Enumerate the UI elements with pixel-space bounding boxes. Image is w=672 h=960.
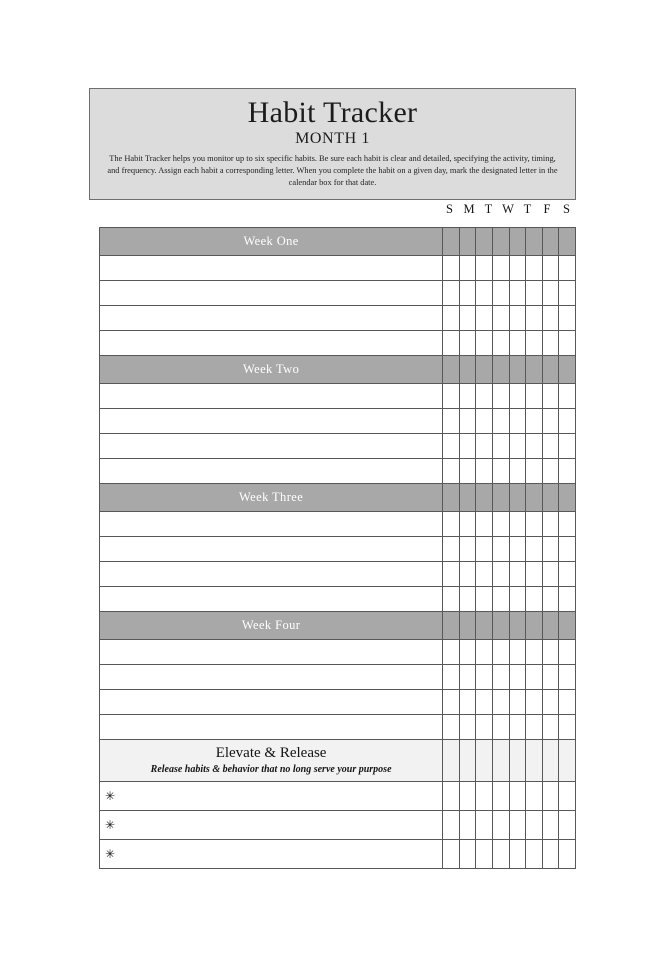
habit-day-cell-6[interactable] bbox=[542, 587, 559, 612]
week-header-day-cell-4[interactable] bbox=[509, 228, 526, 256]
elevate-label-cell bbox=[100, 740, 443, 782]
habit-day-cell-6[interactable] bbox=[542, 690, 559, 715]
habit-day-cell-6[interactable] bbox=[542, 715, 559, 740]
habit-day-cell-6[interactable] bbox=[542, 331, 559, 356]
habit-day-cell-6[interactable] bbox=[542, 562, 559, 587]
habit-day-cell-5[interactable] bbox=[526, 409, 543, 434]
habit-day-cell-0[interactable] bbox=[443, 409, 460, 434]
habit-day-cell-7[interactable] bbox=[559, 384, 576, 409]
habit-day-cell-7[interactable] bbox=[559, 715, 576, 740]
week-header-day-cell-7[interactable] bbox=[559, 228, 576, 256]
release-day-cell-0[interactable] bbox=[443, 840, 460, 869]
habit-day-cell-6[interactable] bbox=[542, 434, 559, 459]
habit-day-cell-1[interactable] bbox=[459, 587, 476, 612]
elevate-header-day-cell-2[interactable] bbox=[476, 740, 493, 782]
habit-day-cell-5[interactable] bbox=[526, 537, 543, 562]
habit-row bbox=[100, 690, 576, 715]
habit-day-cell-5[interactable] bbox=[526, 331, 543, 356]
habit-row bbox=[100, 537, 576, 562]
week-header-day-cell-6[interactable] bbox=[542, 356, 559, 384]
release-entry-field[interactable]: ✳ bbox=[100, 782, 443, 811]
habit-day-cell-6[interactable] bbox=[542, 384, 559, 409]
day-letters-row bbox=[440, 203, 576, 216]
release-day-cell-0[interactable] bbox=[443, 811, 460, 840]
habit-day-cell-3[interactable] bbox=[492, 640, 509, 665]
habit-day-cell-2[interactable] bbox=[476, 306, 493, 331]
habit-day-cell-7[interactable] bbox=[559, 434, 576, 459]
habit-day-cell-2[interactable] bbox=[476, 512, 493, 537]
week-header-day-cell-5[interactable] bbox=[526, 228, 543, 256]
habit-day-cell-1[interactable] bbox=[459, 281, 476, 306]
habit-day-cell-4[interactable] bbox=[509, 640, 526, 665]
habit-entry-field[interactable] bbox=[100, 512, 443, 537]
habit-day-cell-0[interactable] bbox=[443, 640, 460, 665]
release-day-cell-3[interactable] bbox=[492, 811, 509, 840]
habit-day-cell-4[interactable] bbox=[509, 690, 526, 715]
habit-entry-field[interactable] bbox=[100, 690, 443, 715]
week-header-row bbox=[100, 612, 576, 640]
week-header-row bbox=[100, 484, 576, 512]
habit-row bbox=[100, 512, 576, 537]
habit-tracker-table bbox=[99, 227, 576, 869]
week-header-day-cell-0[interactable] bbox=[443, 484, 460, 512]
habit-day-cell-7[interactable] bbox=[559, 587, 576, 612]
week-header-day-cell-3[interactable] bbox=[492, 356, 509, 384]
habit-day-cell-1[interactable] bbox=[459, 512, 476, 537]
habit-day-cell-3[interactable] bbox=[492, 690, 509, 715]
elevate-header-day-cell-0[interactable] bbox=[443, 740, 460, 782]
habit-day-cell-6[interactable] bbox=[542, 409, 559, 434]
release-day-cell-7[interactable] bbox=[559, 811, 576, 840]
habit-day-cell-7[interactable] bbox=[559, 512, 576, 537]
habit-entry-field[interactable] bbox=[100, 306, 443, 331]
habit-day-cell-0[interactable] bbox=[443, 459, 460, 484]
week-header-day-cell-7[interactable] bbox=[559, 484, 576, 512]
elevate-subtitle: Release habits & behavior that no long serve your purpose bbox=[150, 763, 392, 775]
habit-day-cell-6[interactable] bbox=[542, 459, 559, 484]
habit-day-cell-4[interactable] bbox=[509, 434, 526, 459]
habit-entry-field[interactable] bbox=[100, 537, 443, 562]
habit-day-cell-0[interactable] bbox=[443, 587, 460, 612]
habit-day-cell-4[interactable] bbox=[509, 409, 526, 434]
day-letter-0: S bbox=[446, 202, 453, 216]
release-day-cell-2[interactable] bbox=[476, 811, 493, 840]
habit-day-cell-5[interactable] bbox=[526, 459, 543, 484]
habit-day-cell-0[interactable] bbox=[443, 715, 460, 740]
habit-day-cell-0[interactable] bbox=[443, 331, 460, 356]
habit-day-cell-5[interactable] bbox=[526, 690, 543, 715]
habit-day-cell-4[interactable] bbox=[509, 587, 526, 612]
habit-day-cell-2[interactable] bbox=[476, 331, 493, 356]
habit-day-cell-2[interactable] bbox=[476, 562, 493, 587]
habit-day-cell-2[interactable] bbox=[476, 256, 493, 281]
day-letter-5: F bbox=[543, 202, 551, 216]
week-header-day-cell-4[interactable] bbox=[509, 612, 526, 640]
release-row bbox=[100, 782, 576, 811]
habit-day-cell-7[interactable] bbox=[559, 409, 576, 434]
habit-day-cell-3[interactable] bbox=[492, 281, 509, 306]
elevate-title: Elevate & Release bbox=[215, 745, 327, 762]
habit-day-cell-4[interactable] bbox=[509, 256, 526, 281]
week-header-day-cell-3[interactable] bbox=[492, 484, 509, 512]
week-header-day-cell-3[interactable] bbox=[492, 612, 509, 640]
month-subtitle: MONTH 1 bbox=[295, 130, 370, 148]
habit-day-cell-7[interactable] bbox=[559, 537, 576, 562]
habit-row bbox=[100, 384, 576, 409]
day-letter-1: M bbox=[463, 202, 475, 216]
week-header-day-cell-5[interactable] bbox=[526, 484, 543, 512]
release-entry-field[interactable]: ✳ bbox=[100, 840, 443, 869]
week-label: Week Two bbox=[100, 356, 443, 384]
habit-day-cell-0[interactable] bbox=[443, 281, 460, 306]
week-header-day-cell-4[interactable] bbox=[509, 356, 526, 384]
habit-day-cell-1[interactable] bbox=[459, 331, 476, 356]
instructions-text: The Habit Tracker helps you monitor up to six specific habits. Be sure each habit is clear and detailed, specifying the activity, timing, and frequency. Assign each habit a corresponding letter. When you complete the habit on a given day, mark the designated letter in the calendar box for that date. bbox=[107, 153, 558, 187]
week-header-day-cell-4[interactable] bbox=[509, 484, 526, 512]
habit-entry-field[interactable] bbox=[100, 562, 443, 587]
elevate-header-row bbox=[100, 740, 576, 782]
habit-day-cell-1[interactable] bbox=[459, 256, 476, 281]
habit-day-cell-5[interactable] bbox=[526, 587, 543, 612]
habit-day-cell-3[interactable] bbox=[492, 587, 509, 612]
habit-day-cell-1[interactable] bbox=[459, 690, 476, 715]
habit-row bbox=[100, 640, 576, 665]
habit-day-cell-0[interactable] bbox=[443, 384, 460, 409]
habit-day-cell-2[interactable] bbox=[476, 537, 493, 562]
habit-entry-field[interactable] bbox=[100, 459, 443, 484]
release-day-cell-6[interactable] bbox=[542, 782, 559, 811]
habit-day-cell-0[interactable] bbox=[443, 690, 460, 715]
habit-day-cell-2[interactable] bbox=[476, 459, 493, 484]
habit-day-cell-2[interactable] bbox=[476, 384, 493, 409]
day-letter-6: S bbox=[563, 202, 570, 216]
habit-day-cell-5[interactable] bbox=[526, 256, 543, 281]
elevate-header-day-cell-1[interactable] bbox=[459, 740, 476, 782]
habit-day-cell-2[interactable] bbox=[476, 434, 493, 459]
habit-entry-field[interactable] bbox=[100, 256, 443, 281]
habit-day-cell-2[interactable] bbox=[476, 409, 493, 434]
week-header-day-cell-6[interactable] bbox=[542, 612, 559, 640]
habit-day-cell-7[interactable] bbox=[559, 306, 576, 331]
habit-day-cell-4[interactable] bbox=[509, 459, 526, 484]
habit-day-cell-2[interactable] bbox=[476, 281, 493, 306]
habit-day-cell-7[interactable] bbox=[559, 665, 576, 690]
habit-day-cell-7[interactable] bbox=[559, 690, 576, 715]
habit-day-cell-7[interactable] bbox=[559, 256, 576, 281]
elevate-header-day-cell-3[interactable] bbox=[492, 740, 509, 782]
habit-day-cell-5[interactable] bbox=[526, 281, 543, 306]
release-day-cell-2[interactable] bbox=[476, 840, 493, 869]
habit-day-cell-0[interactable] bbox=[443, 562, 460, 587]
habit-day-cell-5[interactable] bbox=[526, 434, 543, 459]
habit-day-cell-1[interactable] bbox=[459, 562, 476, 587]
week-header-row bbox=[100, 356, 576, 384]
habit-day-cell-5[interactable] bbox=[526, 562, 543, 587]
habit-row bbox=[100, 256, 576, 281]
week-header-day-cell-5[interactable] bbox=[526, 356, 543, 384]
habit-day-cell-3[interactable] bbox=[492, 562, 509, 587]
habit-entry-field[interactable] bbox=[100, 715, 443, 740]
page-title: Habit Tracker bbox=[247, 96, 418, 129]
habit-row bbox=[100, 587, 576, 612]
habit-day-cell-6[interactable] bbox=[542, 512, 559, 537]
habit-day-cell-3[interactable] bbox=[492, 331, 509, 356]
habit-day-cell-4[interactable] bbox=[509, 537, 526, 562]
release-day-cell-6[interactable] bbox=[542, 840, 559, 869]
week-header-day-cell-0[interactable] bbox=[443, 612, 460, 640]
week-label: Week Three bbox=[100, 484, 443, 512]
habit-day-cell-1[interactable] bbox=[459, 384, 476, 409]
release-day-cell-5[interactable] bbox=[526, 811, 543, 840]
release-day-cell-3[interactable] bbox=[492, 782, 509, 811]
release-day-cell-1[interactable] bbox=[459, 782, 476, 811]
week-header-day-cell-5[interactable] bbox=[526, 612, 543, 640]
release-day-cell-3[interactable] bbox=[492, 840, 509, 869]
habit-day-cell-0[interactable] bbox=[443, 512, 460, 537]
habit-day-cell-0[interactable] bbox=[443, 665, 460, 690]
week-header-day-cell-1[interactable] bbox=[459, 612, 476, 640]
header-panel bbox=[89, 88, 576, 200]
habit-day-cell-5[interactable] bbox=[526, 306, 543, 331]
habit-day-cell-7[interactable] bbox=[559, 331, 576, 356]
release-day-cell-4[interactable] bbox=[509, 840, 526, 869]
habit-row bbox=[100, 306, 576, 331]
habit-day-cell-3[interactable] bbox=[492, 715, 509, 740]
week-label: Week Four bbox=[100, 612, 443, 640]
habit-day-cell-7[interactable] bbox=[559, 640, 576, 665]
habit-entry-field[interactable] bbox=[100, 640, 443, 665]
week-header-day-cell-2[interactable] bbox=[476, 228, 493, 256]
release-day-cell-2[interactable] bbox=[476, 782, 493, 811]
habit-day-cell-4[interactable] bbox=[509, 331, 526, 356]
habit-day-cell-5[interactable] bbox=[526, 512, 543, 537]
habit-day-cell-6[interactable] bbox=[542, 640, 559, 665]
habit-day-cell-3[interactable] bbox=[492, 306, 509, 331]
habit-day-cell-6[interactable] bbox=[542, 306, 559, 331]
habit-row bbox=[100, 434, 576, 459]
habit-day-cell-0[interactable] bbox=[443, 537, 460, 562]
habit-day-cell-7[interactable] bbox=[559, 281, 576, 306]
release-entry-field[interactable]: ✳ bbox=[100, 811, 443, 840]
habit-day-cell-4[interactable] bbox=[509, 384, 526, 409]
week-header-day-cell-0[interactable] bbox=[443, 228, 460, 256]
week-header-day-cell-2[interactable] bbox=[476, 484, 493, 512]
habit-day-cell-0[interactable] bbox=[443, 256, 460, 281]
habit-day-cell-2[interactable] bbox=[476, 665, 493, 690]
habit-day-cell-7[interactable] bbox=[559, 562, 576, 587]
habit-day-cell-1[interactable] bbox=[459, 640, 476, 665]
week-header-day-cell-1[interactable] bbox=[459, 228, 476, 256]
habit-day-cell-1[interactable] bbox=[459, 434, 476, 459]
release-day-cell-4[interactable] bbox=[509, 782, 526, 811]
release-row bbox=[100, 811, 576, 840]
habit-entry-field[interactable] bbox=[100, 409, 443, 434]
habit-row bbox=[100, 665, 576, 690]
habit-day-cell-1[interactable] bbox=[459, 459, 476, 484]
habit-day-cell-6[interactable] bbox=[542, 537, 559, 562]
release-day-cell-6[interactable] bbox=[542, 811, 559, 840]
habit-day-cell-4[interactable] bbox=[509, 512, 526, 537]
habit-day-cell-4[interactable] bbox=[509, 665, 526, 690]
habit-day-cell-7[interactable] bbox=[559, 459, 576, 484]
habit-row bbox=[100, 281, 576, 306]
habit-day-cell-6[interactable] bbox=[542, 281, 559, 306]
week-header-day-cell-6[interactable] bbox=[542, 228, 559, 256]
elevate-header-day-cell-7[interactable] bbox=[559, 740, 576, 782]
habit-day-cell-3[interactable] bbox=[492, 512, 509, 537]
elevate-header-day-cell-4[interactable] bbox=[509, 740, 526, 782]
day-letter-4: T bbox=[523, 202, 532, 216]
habit-day-cell-1[interactable] bbox=[459, 537, 476, 562]
release-day-cell-4[interactable] bbox=[509, 811, 526, 840]
day-letter-2: T bbox=[484, 202, 493, 216]
habit-day-cell-3[interactable] bbox=[492, 434, 509, 459]
release-day-cell-1[interactable] bbox=[459, 840, 476, 869]
habit-row bbox=[100, 331, 576, 356]
habit-row bbox=[100, 562, 576, 587]
habit-entry-field[interactable] bbox=[100, 281, 443, 306]
habit-day-cell-1[interactable] bbox=[459, 715, 476, 740]
habit-day-cell-2[interactable] bbox=[476, 587, 493, 612]
release-day-cell-1[interactable] bbox=[459, 811, 476, 840]
release-day-cell-7[interactable] bbox=[559, 840, 576, 869]
week-header-day-cell-1[interactable] bbox=[459, 356, 476, 384]
habit-day-cell-1[interactable] bbox=[459, 306, 476, 331]
day-letter-3: W bbox=[502, 202, 514, 216]
habit-row bbox=[100, 715, 576, 740]
habit-day-cell-3[interactable] bbox=[492, 409, 509, 434]
habit-day-cell-1[interactable] bbox=[459, 665, 476, 690]
week-header-day-cell-6[interactable] bbox=[542, 484, 559, 512]
habit-day-cell-4[interactable] bbox=[509, 281, 526, 306]
habit-day-cell-0[interactable] bbox=[443, 306, 460, 331]
habit-day-cell-4[interactable] bbox=[509, 306, 526, 331]
habit-day-cell-3[interactable] bbox=[492, 665, 509, 690]
habit-entry-field[interactable] bbox=[100, 384, 443, 409]
habit-day-cell-3[interactable] bbox=[492, 537, 509, 562]
release-day-cell-5[interactable] bbox=[526, 782, 543, 811]
week-header-day-cell-2[interactable] bbox=[476, 612, 493, 640]
habit-entry-field[interactable] bbox=[100, 587, 443, 612]
week-header-day-cell-2[interactable] bbox=[476, 356, 493, 384]
habit-day-cell-4[interactable] bbox=[509, 562, 526, 587]
week-header-day-cell-7[interactable] bbox=[559, 356, 576, 384]
habit-row bbox=[100, 409, 576, 434]
week-header-day-cell-7[interactable] bbox=[559, 612, 576, 640]
release-day-cell-7[interactable] bbox=[559, 782, 576, 811]
habit-day-cell-5[interactable] bbox=[526, 715, 543, 740]
release-day-cell-0[interactable] bbox=[443, 782, 460, 811]
habit-day-cell-4[interactable] bbox=[509, 715, 526, 740]
habit-day-cell-5[interactable] bbox=[526, 640, 543, 665]
habit-day-cell-6[interactable] bbox=[542, 256, 559, 281]
elevate-header-day-cell-6[interactable] bbox=[542, 740, 559, 782]
week-header-row bbox=[100, 228, 576, 256]
habit-day-cell-5[interactable] bbox=[526, 665, 543, 690]
habit-entry-field[interactable] bbox=[100, 331, 443, 356]
habit-day-cell-2[interactable] bbox=[476, 690, 493, 715]
habit-day-cell-6[interactable] bbox=[542, 665, 559, 690]
habit-entry-field[interactable] bbox=[100, 434, 443, 459]
habit-day-cell-2[interactable] bbox=[476, 640, 493, 665]
habit-row bbox=[100, 459, 576, 484]
habit-day-cell-3[interactable] bbox=[492, 256, 509, 281]
elevate-header-day-cell-5[interactable] bbox=[526, 740, 543, 782]
habit-day-cell-2[interactable] bbox=[476, 715, 493, 740]
release-day-cell-5[interactable] bbox=[526, 840, 543, 869]
habit-day-cell-0[interactable] bbox=[443, 434, 460, 459]
week-label: Week One bbox=[100, 228, 443, 256]
release-row bbox=[100, 840, 576, 869]
habit-day-cell-5[interactable] bbox=[526, 384, 543, 409]
week-header-day-cell-3[interactable] bbox=[492, 228, 509, 256]
habit-entry-field[interactable] bbox=[100, 665, 443, 690]
habit-day-cell-3[interactable] bbox=[492, 384, 509, 409]
habit-day-cell-1[interactable] bbox=[459, 409, 476, 434]
week-header-day-cell-0[interactable] bbox=[443, 356, 460, 384]
week-header-day-cell-1[interactable] bbox=[459, 484, 476, 512]
habit-day-cell-3[interactable] bbox=[492, 459, 509, 484]
